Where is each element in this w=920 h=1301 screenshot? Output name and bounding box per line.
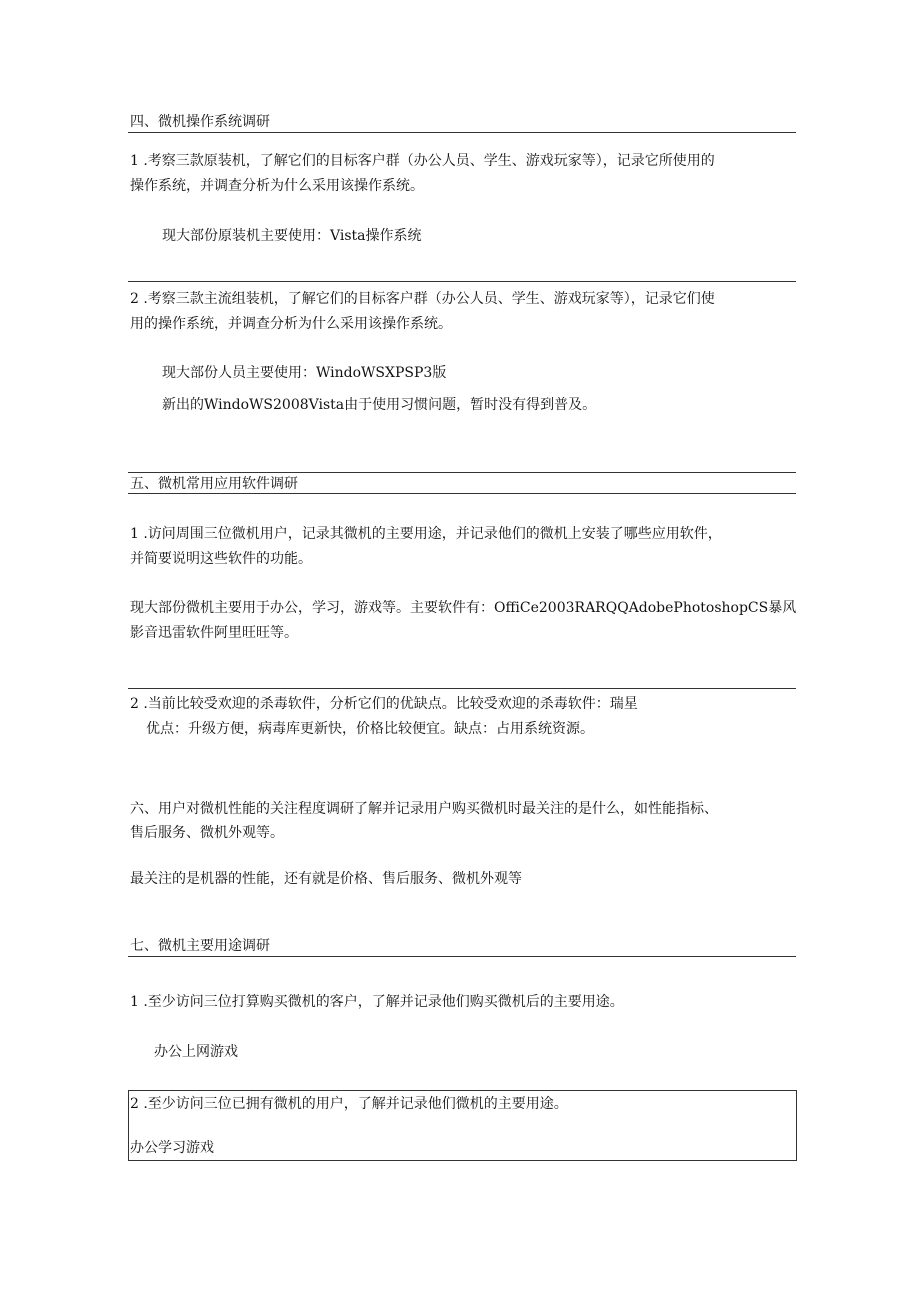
section-4-q1-answer: 现大部份原装机主要使用：Vista操作系统	[162, 228, 422, 244]
section-4-q1-line1: 1 .考察三款原装机，了解它们的目标客户群（办公人员、学生、游戏玩家等），记录它所使用的	[130, 153, 715, 169]
section-6-answer: 最关注的是机器的性能，还有就是价格、售后服务、微机外观等	[130, 871, 522, 887]
section-4-q2-line1: 2 .考察三款主流组装机，了解它们的目标客户群（办公人员、学生、游戏玩家等），记录它们使	[130, 291, 715, 307]
section-5-q1-answer-line2: 影音迅雷软件阿里旺旺等。	[130, 625, 298, 641]
section-7-rule	[128, 956, 796, 957]
section-7-q1-line1: 1 .至少访问三位打算购买微机的客户，了解并记录他们购买微机后的主要用途。	[130, 994, 624, 1010]
section-5-rule	[128, 493, 796, 494]
section-7-q2-answer: 办公学习游戏	[130, 1140, 214, 1156]
section-4-q2-line2: 用的操作系统，并调查分析为什么采用该操作系统。	[130, 316, 452, 332]
section-5-q2-line2: 优点：升级方便，病毒库更新快，价格比较便宜。缺点：占用系统资源。	[146, 721, 594, 737]
section-4-q2-rule	[128, 281, 796, 282]
section-4-q1-line2: 操作系统，并调查分析为什么采用该操作系统。	[130, 178, 424, 194]
section-5-q2-rule	[128, 688, 796, 689]
section-4-q2-answer1: 现大部份人员主要使用：WindoWSXPSP3版	[162, 365, 447, 381]
section-7-heading: 七、微机主要用途调研	[130, 938, 270, 954]
section-4-heading: 四、微机操作系统调研	[130, 114, 270, 130]
section-7-q1-answer: 办公上网游戏	[154, 1044, 238, 1060]
section-5-q1-line1: 1 .访问周围三位微机用户，记录其微机的主要用途，并记录他们的微机上安装了哪些应用软件，	[130, 526, 722, 542]
section-4-rule	[128, 132, 796, 133]
section-5-q1-answer-line1: 现大部份微机主要用于办公，学习，游戏等。主要软件有：OffiCe2003RARQQAdobePhotoshopCS暴风	[130, 600, 797, 616]
section-5-q1-line2: 并简要说明这些软件的功能。	[130, 551, 312, 567]
section-6-line1: 六、用户对微机性能的关注程度调研了解并记录用户购买微机时最关注的是什么，如性能指标、	[130, 801, 718, 817]
section-4-q2-answer2: 新出的WindoWS2008Vista由于使用习惯问题，暂时没有得到普及。	[162, 397, 597, 413]
section-6-line2: 售后服务、微机外观等。	[130, 825, 284, 841]
section-5-heading: 五、微机常用应用软件调研	[130, 476, 298, 492]
section-5-q2-line1: 2 .当前比较受欢迎的杀毒软件，分析它们的优缺点。比较受欢迎的杀毒软件：瑞星	[130, 696, 638, 712]
section-7-q2-line1: 2 .至少访问三位已拥有微机的用户，了解并记录他们微机的主要用途。	[130, 1096, 568, 1112]
